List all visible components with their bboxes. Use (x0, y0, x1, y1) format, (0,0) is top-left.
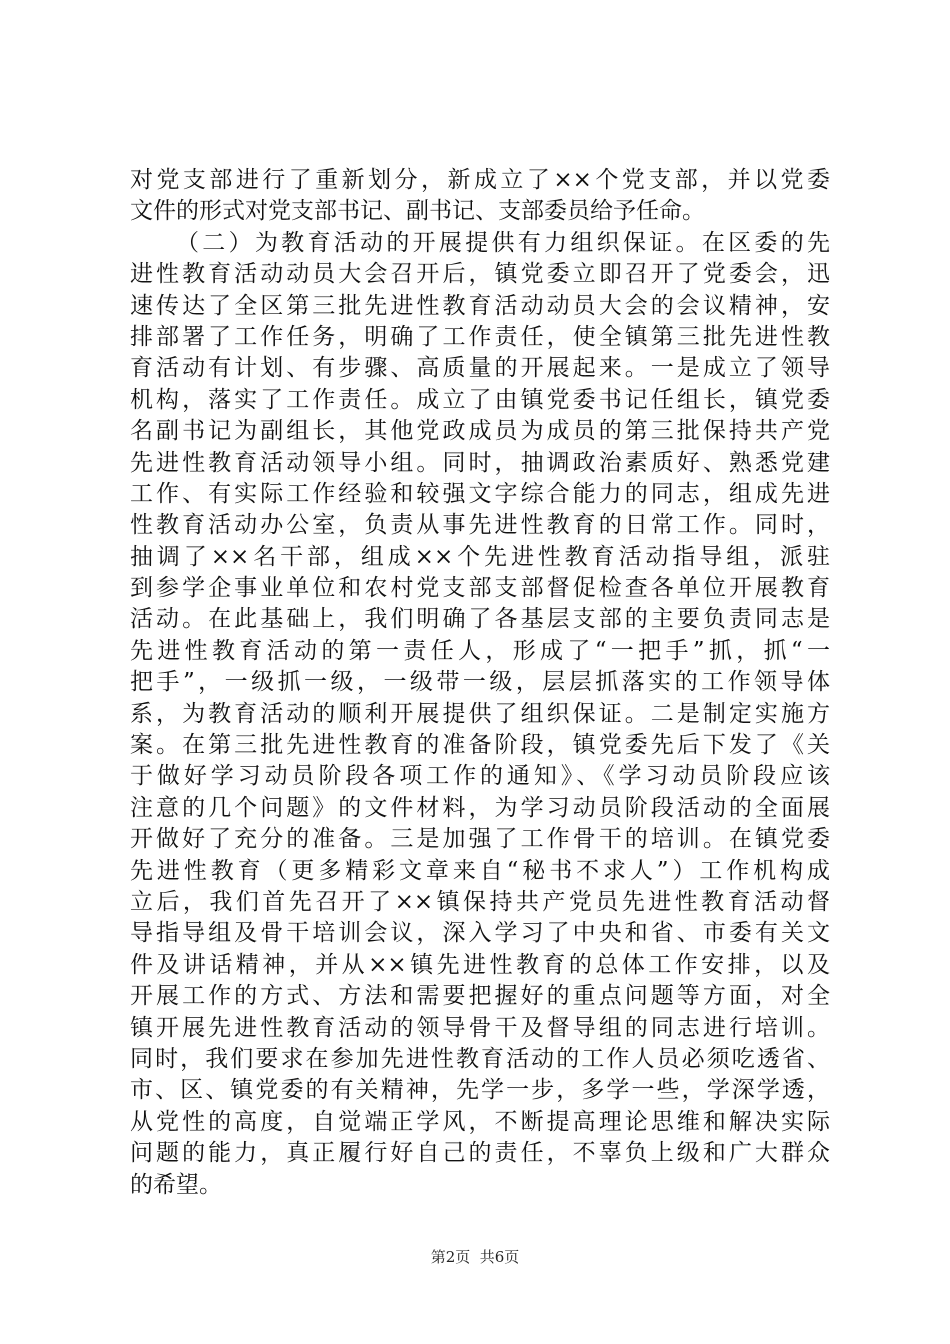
body-text (130, 165, 830, 1201)
text-line: 的希望。 (130, 1171, 222, 1198)
text-line: 把手”，一级抓一级，一级带一级，层层抓落实的工作领导体 (130, 669, 830, 696)
paragraph-first-line: （二）为教育活动的开展提供有力组织保证。在区委的先 (176, 229, 830, 256)
text-line: 案。在第三批先进性教育的准备阶段，镇党委先后下发了《关 (130, 732, 830, 759)
text-line: 系，为教育活动的顺利开展提供了组织保证。二是制定实施方 (130, 700, 830, 727)
text-line: 速传达了全区第三批先进性教育活动动员大会的会议精神，安 (130, 292, 830, 319)
text-line: 开做好了充分的准备。三是加强了工作骨干的培训。在镇党委 (130, 826, 830, 853)
text-line: 到参学企事业单位和农村党支部支部督促检查各单位开展教育 (130, 575, 830, 602)
text-line: 从党性的高度，自觉端正学风，不断提高理论思维和解决实际 (130, 1108, 830, 1135)
text-line: 育活动有计划、有步骤、高质量的开展起来。一是成立了领导 (130, 355, 830, 382)
text-line: 镇开展先进性教育活动的领导骨干及督导组的同志进行培训。 (130, 1014, 830, 1041)
text-line: 同时，我们要求在参加先进性教育活动的工作人员必须吃透省、 (130, 1045, 830, 1072)
text-line: 先进性教育活动的第一责任人，形成了“一把手”抓，抓“一 (130, 637, 830, 664)
text-line: 排部署了工作任务，明确了工作责任，使全镇第三批先进性教 (130, 323, 830, 350)
text-line: 立后，我们首先召开了××镇保持共产党员先进性教育活动督 (130, 888, 830, 915)
text-line: 对党支部进行了重新划分，新成立了××个党支部，并以党委 (130, 167, 830, 193)
text-line: 名副书记为副组长，其他党政成员为成员的第三批保持共产党 (130, 418, 830, 445)
text-line: 开展工作的方式、方法和需要把握好的重点问题等方面，对全 (130, 983, 830, 1010)
text-line: 于做好学习动员阶段各项工作的通知》、《学习动员阶段应该 (130, 763, 830, 790)
text-line: 工作、有实际工作经验和较强文字综合能力的同志，组成先进 (130, 480, 830, 507)
text-line: 导指导组及骨干培训会议，深入学习了中央和省、市委有关文 (130, 920, 830, 947)
text-line: 进性教育活动动员大会召开后，镇党委立即召开了党委会，迅 (130, 261, 830, 288)
text-line: 性教育活动办公室，负责从事先进性教育的日常工作。同时， (130, 512, 830, 539)
text-line: 先进性教育（更多精彩文章来自“秘书不求人”）工作机构成 (130, 857, 830, 884)
text-line: 机构，落实了工作责任。成立了由镇党委书记任组长，镇党委 (130, 386, 830, 413)
text-line: 抽调了××名干部，组成××个先进性教育活动指导组，派驻 (130, 543, 830, 570)
text-line: 文件的形式对党支部书记、副书记、支部委员给予任命。 (130, 198, 705, 225)
text-line: 件及讲话精神，并从××镇先进性教育的总体工作安排，以及 (130, 951, 830, 978)
text-line: 先进性教育活动领导小组。同时，抽调政治素质好、熟悉党建 (130, 449, 830, 476)
text-line: 活动。在此基础上，我们明确了各基层支部的主要负责同志是 (130, 606, 830, 633)
text-line: 问题的能力，真正履行好自己的责任，不辜负上级和广大群众 (130, 1140, 830, 1167)
text-line: 市、区、镇党委的有关精神，先学一步，多学一些，学深学透， (130, 1077, 830, 1104)
page-number-footer: 第2页 共6页 (430, 1248, 520, 1266)
text-line: 注意的几个问题》的文件材料，为学习动员阶段活动的全面展 (130, 794, 830, 821)
